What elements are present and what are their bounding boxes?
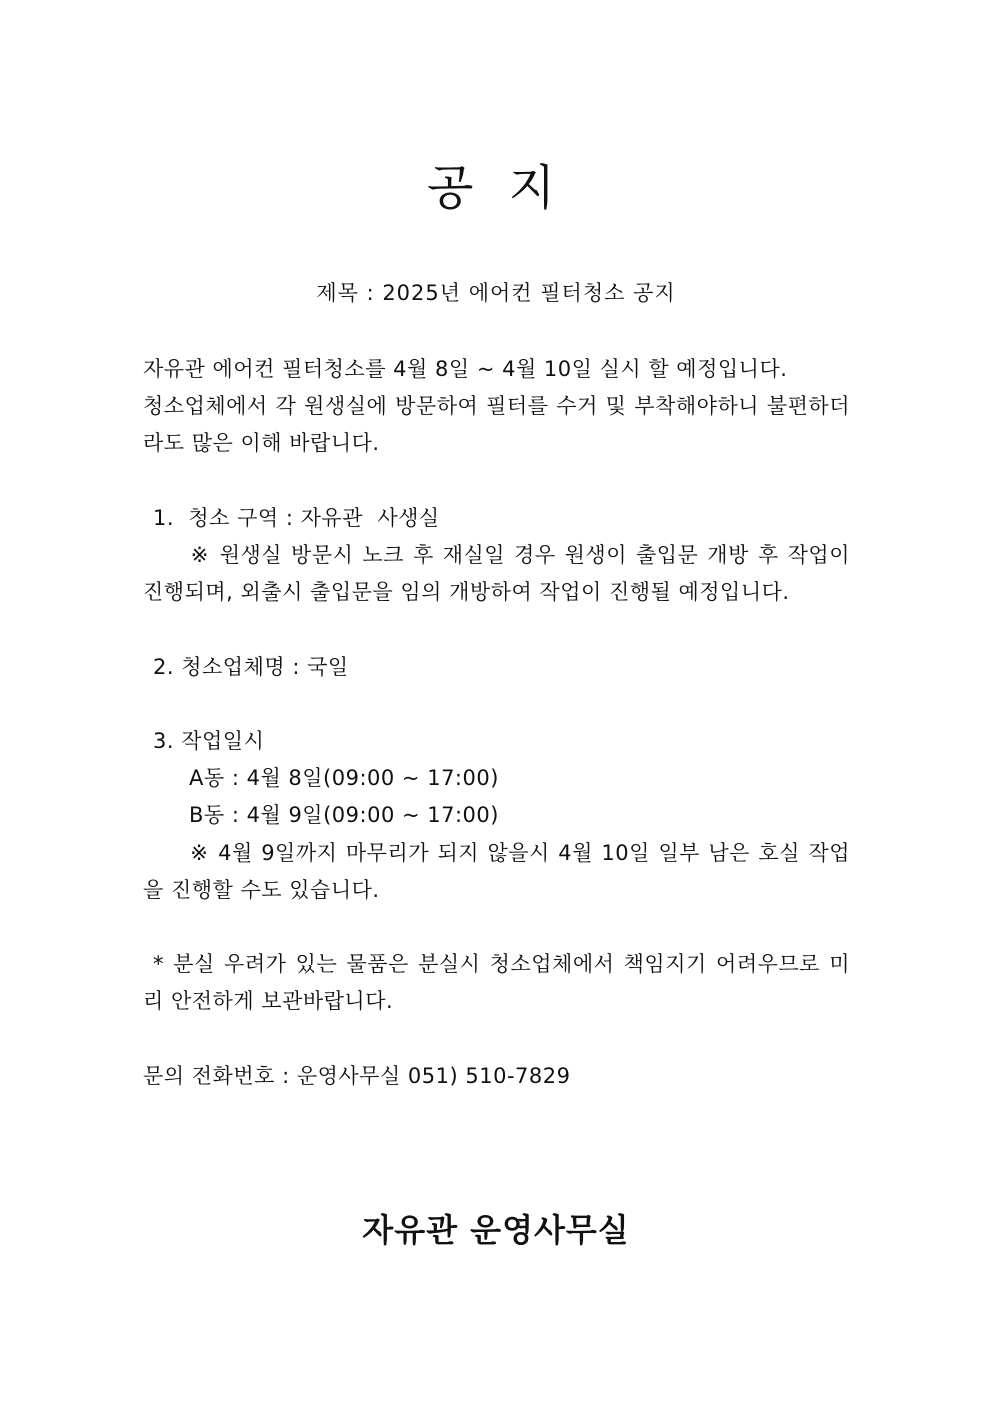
section2-heading: 2. 청소업체명 : 국일 [153,654,349,679]
notice-subject: 제목 : 2025년 에어컨 필터청소 공지 [316,281,676,305]
contact-line: 문의 전화번호 : 운영사무실 051) 510-7829 [143,1063,571,1088]
section3-line-a: A동 : 4월 8일(09:00 ~ 17:00) [189,766,499,791]
section1-heading: 1. 청소 구역 : 자유관 사생실 [153,505,440,530]
section3-heading: 3. 작업일시 [153,728,265,753]
caution-text: * 분실 우려가 있는 물품은 분실시 청소업체에서 책임지기 어려우므로 미리 안전하게 보관바랍니다. [143,952,850,1014]
spacer [143,686,850,723]
spacer [143,1021,850,1058]
intro-paragraph-schedule: 자유관 에어컨 필터청소를 4월 8일 ~ 4월 10일 실시 할 예정입니다. [143,357,788,381]
caution-paragraph [143,946,850,1020]
issuer-signature: 자유관 운영사무실 [362,1211,630,1249]
intro-paragraph-request: 청소업체에서 각 원생실에 방문하여 필터를 수거 및 부착해야하니 불편하더라도 많은 이해 바랍니다. [143,394,850,456]
section3-line-b: B동 : 4월 9일(09:00 ~ 17:00) [189,803,499,828]
notice-body [143,351,850,1095]
spacer [143,463,850,500]
spacer [143,611,850,648]
section3-note-text: ※ 4월 9일까지 마무리가 되지 않을시 4월 10일 일부 남은 호실 작업을 진행할 수도 있습니다. [143,840,850,902]
section1-note-text: ※ 원생실 방문시 노크 후 재실일 경우 원생이 출입문 개방 후 작업이 진행되며, 외출시 출입문을 임의 개방하여 작업이 진행될 예정입니다. [143,543,850,605]
section1-note [143,537,850,611]
notice-title: 공 지 [427,160,565,216]
section3-note [143,835,850,909]
spacer [143,909,850,946]
